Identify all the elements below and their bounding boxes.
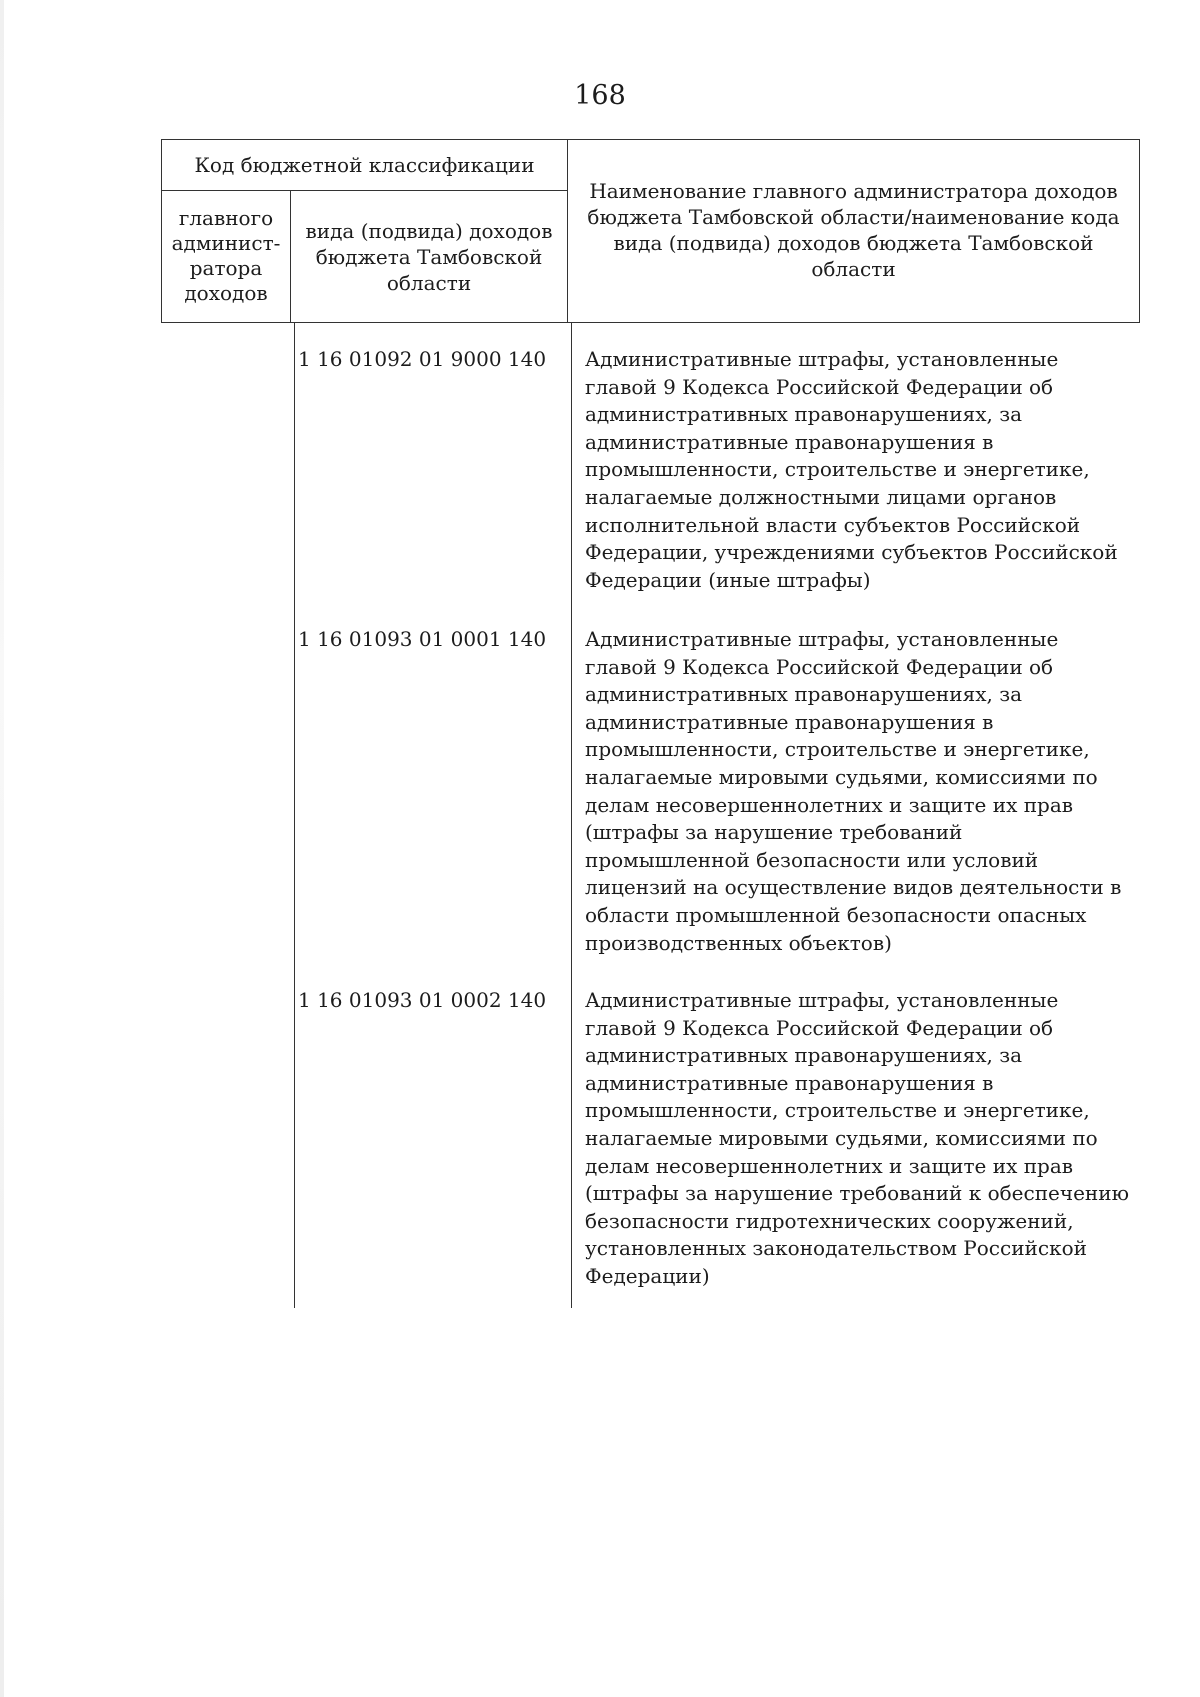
- header-group-divider: [161, 190, 568, 191]
- scan-edge-artifact: [0, 0, 4, 1697]
- header-col-income-type: вида (подвида) доходов бюджета Тамбовской области: [305, 219, 553, 295]
- body-col1-divider: [294, 322, 295, 1308]
- header-bottom-border: [161, 322, 1140, 323]
- row-description: Административные штрафы, установленные главой 9 Кодекса Российской Федерации об административных правонарушениях, за административные правонарушения в промышленности, строительстве и энергетике, налагаемые мировыми судьями, комиссиями по делам несовершеннолетних и защите их прав (штрафы за нарушение требований к обеспечению безопасности гидротехнических сооружений, установленных законодательством Российской Федерации): [585, 988, 1130, 1288]
- row-description: Административные штрафы, установленные главой 9 Кодекса Российской Федерации об административных правонарушениях, за административные правонарушения в промышленности, строительстве и энергетике, налагаемые мировыми судьями, комиссиями по делам несовершеннолетних и защите их прав (штрафы за нарушение требований промышленной безопасности или условий лицензий на осуществление видов деятельности в области промышленной безопасности опасных производственных объектов): [585, 627, 1122, 955]
- header-group-label: Код бюджетной классификации: [194, 153, 535, 177]
- row-code: 1 16 01092 01 9000 140: [298, 347, 547, 371]
- row-description: Административные штрафы, установленные главой 9 Кодекса Российской Федерации об административных правонарушениях, за административные правонарушения в промышленности, строительстве и энергетике, налагаемые должностными лицами органов исполнительной власти субъектов Российской Федерации, учреждениями субъектов Российской Федерации (иные штрафы): [585, 347, 1118, 592]
- header-col-name: Наименование главного администратора доходов бюджета Тамбовской области/наименование кода вида (подвида) доходов бюджета Тамбовской области: [587, 179, 1120, 281]
- header-right-border: [1139, 139, 1140, 322]
- header-top-border: [161, 139, 1140, 140]
- body-col2-divider: [571, 322, 572, 1308]
- header-col-admin: главного админист- ратора доходов: [171, 206, 281, 305]
- row-code: 1 16 01093 01 0001 140: [298, 627, 547, 651]
- row-code: 1 16 01093 01 0002 140: [298, 988, 547, 1012]
- page-number: 168: [574, 80, 626, 111]
